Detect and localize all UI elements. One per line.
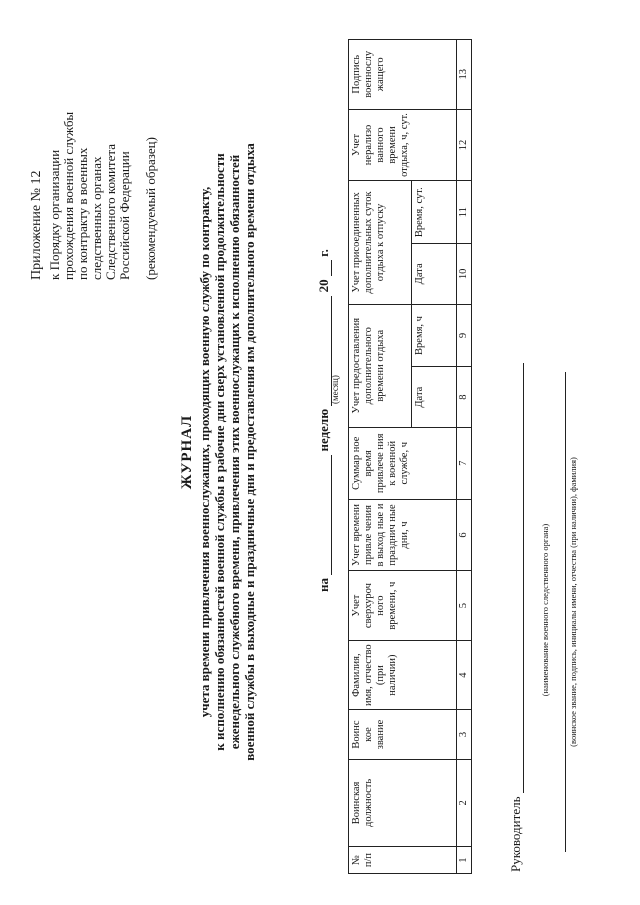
column-number: 2 (457, 759, 472, 846)
rotated-document-content (20, 22, 620, 882)
journal-table (348, 39, 472, 874)
appendix-line: по контракту в военных (75, 147, 90, 280)
header-cell: Учет присоединенных дополнительных суток отдыха к отпуску (349, 181, 412, 304)
subheader-cell: Время, ч (412, 304, 457, 367)
header-cell: № п/п (349, 847, 457, 874)
period-hint: (месяц) (330, 375, 340, 404)
header-cell: Подпись военнослу жащего (349, 40, 457, 110)
column-number: 5 (457, 571, 472, 641)
journal-subtitle-line: военной службы в выходные и праздничные дни и предоставления им дополнительного времени отдыха (242, 143, 257, 761)
column-number: 1 (457, 847, 472, 874)
header-cell: Учет предоставления дополнительного времени отдыха (349, 304, 412, 427)
journal-title: ЖУРНАЛ (179, 414, 195, 490)
subheader-cell: Дата (412, 244, 457, 305)
appendix-line: Российской Федерации (117, 151, 132, 280)
column-number: 10 (457, 244, 472, 305)
signature-hint-organ: (наименование военного следственного органа) (540, 523, 550, 697)
appendix-line: следственных органах (89, 156, 104, 280)
header-cell: Учет сверхуроч ного времени, ч (349, 571, 457, 641)
signature-hint-person: (воинское звание, подпись, инициалы имени, отчества (при наличии), фамилия) (568, 457, 578, 747)
header-cell: Суммар ное время привлече ния к военной службе, ч (349, 427, 457, 499)
column-number: 3 (457, 710, 472, 759)
header-cell: Фамилия, имя, отчество (при наличии) (349, 640, 457, 710)
appendix-line: к Порядку организации (47, 149, 62, 280)
appendix-note: (рекомендуемый образец) (143, 137, 158, 280)
header-cell: Учет нерализо ванного времени отдыха, ч, сут. (349, 109, 457, 181)
journal-subtitle-line: еженедельного служебного времени, привлечения этих военнослужащих к исполнению обязанностей (227, 154, 242, 750)
column-number: 12 (457, 109, 472, 181)
journal-subtitle-line: к исполнению обязанностей военной службы в рабочие дни сверх установленной продолжительности (212, 153, 227, 751)
subheader-cell: Дата (412, 367, 457, 428)
period-year: 20 (316, 279, 331, 293)
period-line (316, 172, 340, 592)
header-cell: Учет времени привле чения в выход ные и празднич ные дни, ч (349, 499, 457, 571)
column-number: 4 (457, 640, 472, 710)
signature-label: Руководитель (508, 796, 523, 872)
period-blank-line (331, 455, 332, 575)
appendix-header (30, 30, 158, 280)
period-prefix: на (316, 578, 331, 592)
subheader-cell: Время, сут. (412, 181, 457, 244)
table-number-row (457, 40, 472, 874)
column-number: 7 (457, 427, 472, 499)
period-year-blank (331, 260, 332, 276)
column-number: 6 (457, 499, 472, 571)
column-number: 13 (457, 40, 472, 110)
column-number: 9 (457, 304, 472, 367)
period-middle: неделю (316, 408, 331, 452)
signature-blank-line (511, 363, 524, 793)
journal-title-block (180, 142, 257, 762)
header-cell: Воинская должность (349, 759, 457, 846)
appendix-title: Приложение № 12 (29, 170, 44, 280)
appendix-line: Следственного комитета (103, 144, 118, 280)
journal-subtitle-line: учета времени привлечения военнослужащих, проходящих военную службу по контракту, (197, 186, 212, 718)
signature-blank-line-2 (565, 372, 566, 852)
header-cell: Воинс кое звание (349, 710, 457, 759)
column-number: 8 (457, 367, 472, 428)
table-header-row (349, 40, 412, 874)
period-suffix: г. (316, 249, 331, 257)
appendix-line: прохождения военной службы (61, 111, 76, 280)
signature-block (508, 312, 524, 872)
column-number: 11 (457, 181, 472, 244)
